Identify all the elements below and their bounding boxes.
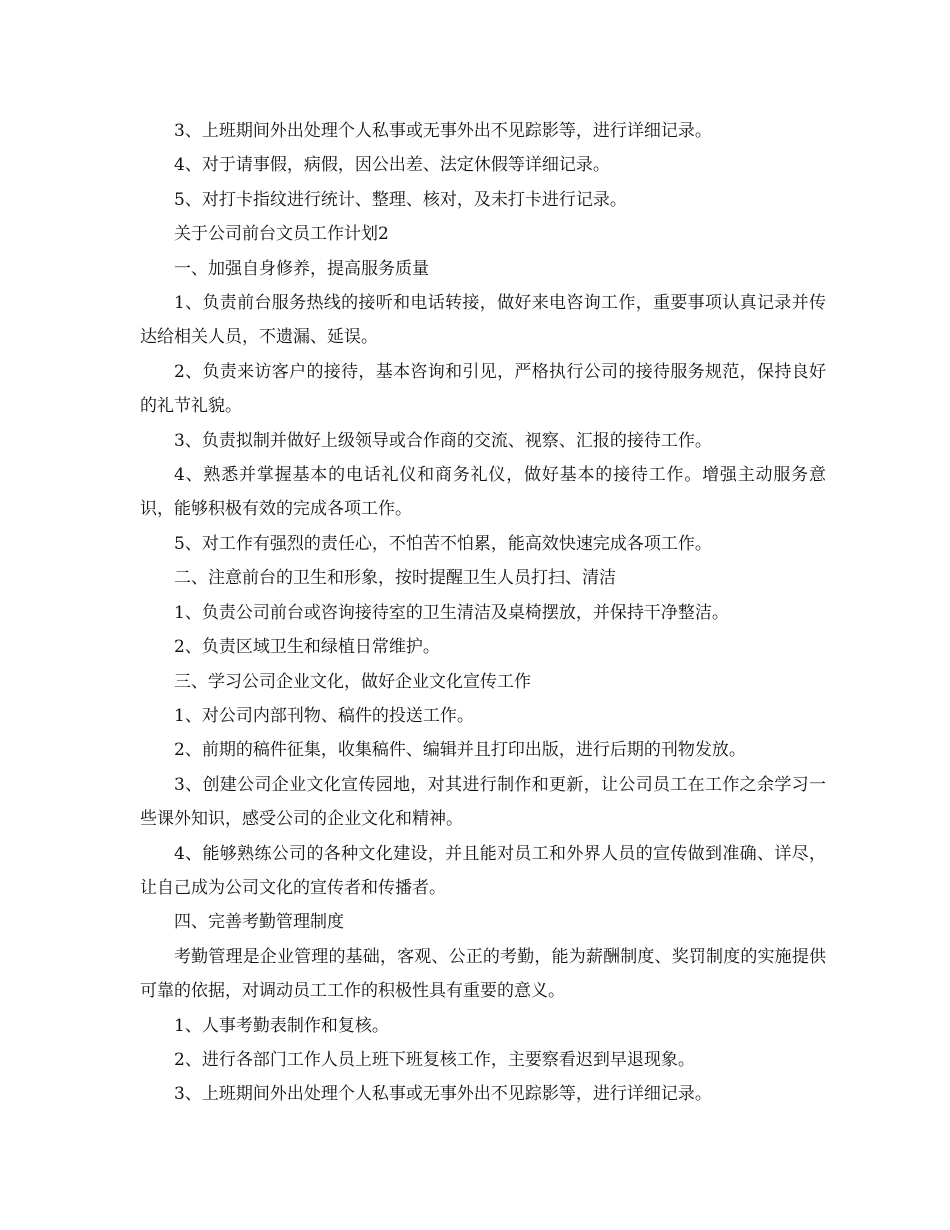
paragraph: 5、对工作有强烈的责任心，不怕苦不怕累，能高效快速完成各项工作。 bbox=[174, 533, 712, 554]
paragraph: 1、负责前台服务热线的接听和电话转接，做好来电咨询工作，重要事项认真记录并传达给相关人员，不遗漏、延误。 bbox=[140, 293, 826, 348]
paragraph: 3、创建公司企业文化宣传园地，对其进行制作和更新，让公司员工在工作之余学习一些课外知识，感受公司的企业文化和精神。 bbox=[140, 774, 826, 830]
paragraph: 2、负责区域卫生和绿植日常维护。 bbox=[174, 637, 440, 658]
paragraph: 4、对于请事假，病假，因公出差、法定休假等详细记录。 bbox=[174, 155, 610, 176]
section-heading: 二、注意前台的卫生和形象，按时提醒卫生人员打扫、清洁 bbox=[174, 568, 616, 589]
section-title: 关于公司前台文员工作计划2 bbox=[174, 224, 389, 245]
paragraph: 5、对打卡指纹进行统计、整理、核对，及未打卡进行记录。 bbox=[174, 189, 627, 210]
paragraph: 1、对公司内部刊物、稿件的投送工作。 bbox=[174, 705, 474, 726]
paragraph: 2、进行各部门工作人员上班下班复核工作，主要察看迟到早退现象。 bbox=[174, 1049, 695, 1070]
paragraph: 1、人事考勤表制作和复核。 bbox=[174, 1015, 389, 1036]
paragraph: 1、负责公司前台或咨询接待室的卫生清洁及桌椅摆放，并保持干净整洁。 bbox=[174, 602, 729, 623]
paragraph: 2、负责来访客户的接待，基本咨询和引见，严格执行公司的接待服务规范，保持良好的礼节礼貌。 bbox=[140, 361, 826, 417]
paragraph: 3、上班期间外出处理个人私事或无事外出不见踪影等，进行详细记录。 bbox=[174, 1084, 712, 1105]
section-heading: 四、完善考勤管理制度 bbox=[174, 912, 344, 933]
paragraph: 4、能够熟练公司的各种文化建设，并且能对员工和外界人员的宣传做到准确、详尽，让自己成为公司文化的宣传者和传播者。 bbox=[140, 843, 826, 898]
section-heading: 一、加强自身修养，提高服务质量 bbox=[174, 258, 429, 279]
paragraph: 考勤管理是企业管理的基础，客观、公正的考勤，能为薪酬制度、奖罚制度的实施提供可靠的依据，对调动员工工作的积极性具有重要的意义。 bbox=[140, 946, 826, 1002]
paragraph: 4、熟悉并掌握基本的电话礼仪和商务礼仪，做好基本的接待工作。增强主动服务意识，能够积极有效的完成各项工作。 bbox=[140, 465, 826, 520]
section-heading: 三、学习公司企业文化，做好企业文化宣传工作 bbox=[174, 671, 531, 692]
paragraph: 2、前期的稿件征集，收集稿件、编辑并且打印出版，进行后期的刊物发放。 bbox=[174, 740, 746, 761]
paragraph: 3、上班期间外出处理个人私事或无事外出不见踪影等，进行详细记录。 bbox=[174, 121, 712, 141]
paragraph: 3、负责拟制并做好上级领导或合作商的交流、视察、汇报的接待工作。 bbox=[174, 430, 712, 451]
document-body bbox=[140, 114, 826, 1112]
